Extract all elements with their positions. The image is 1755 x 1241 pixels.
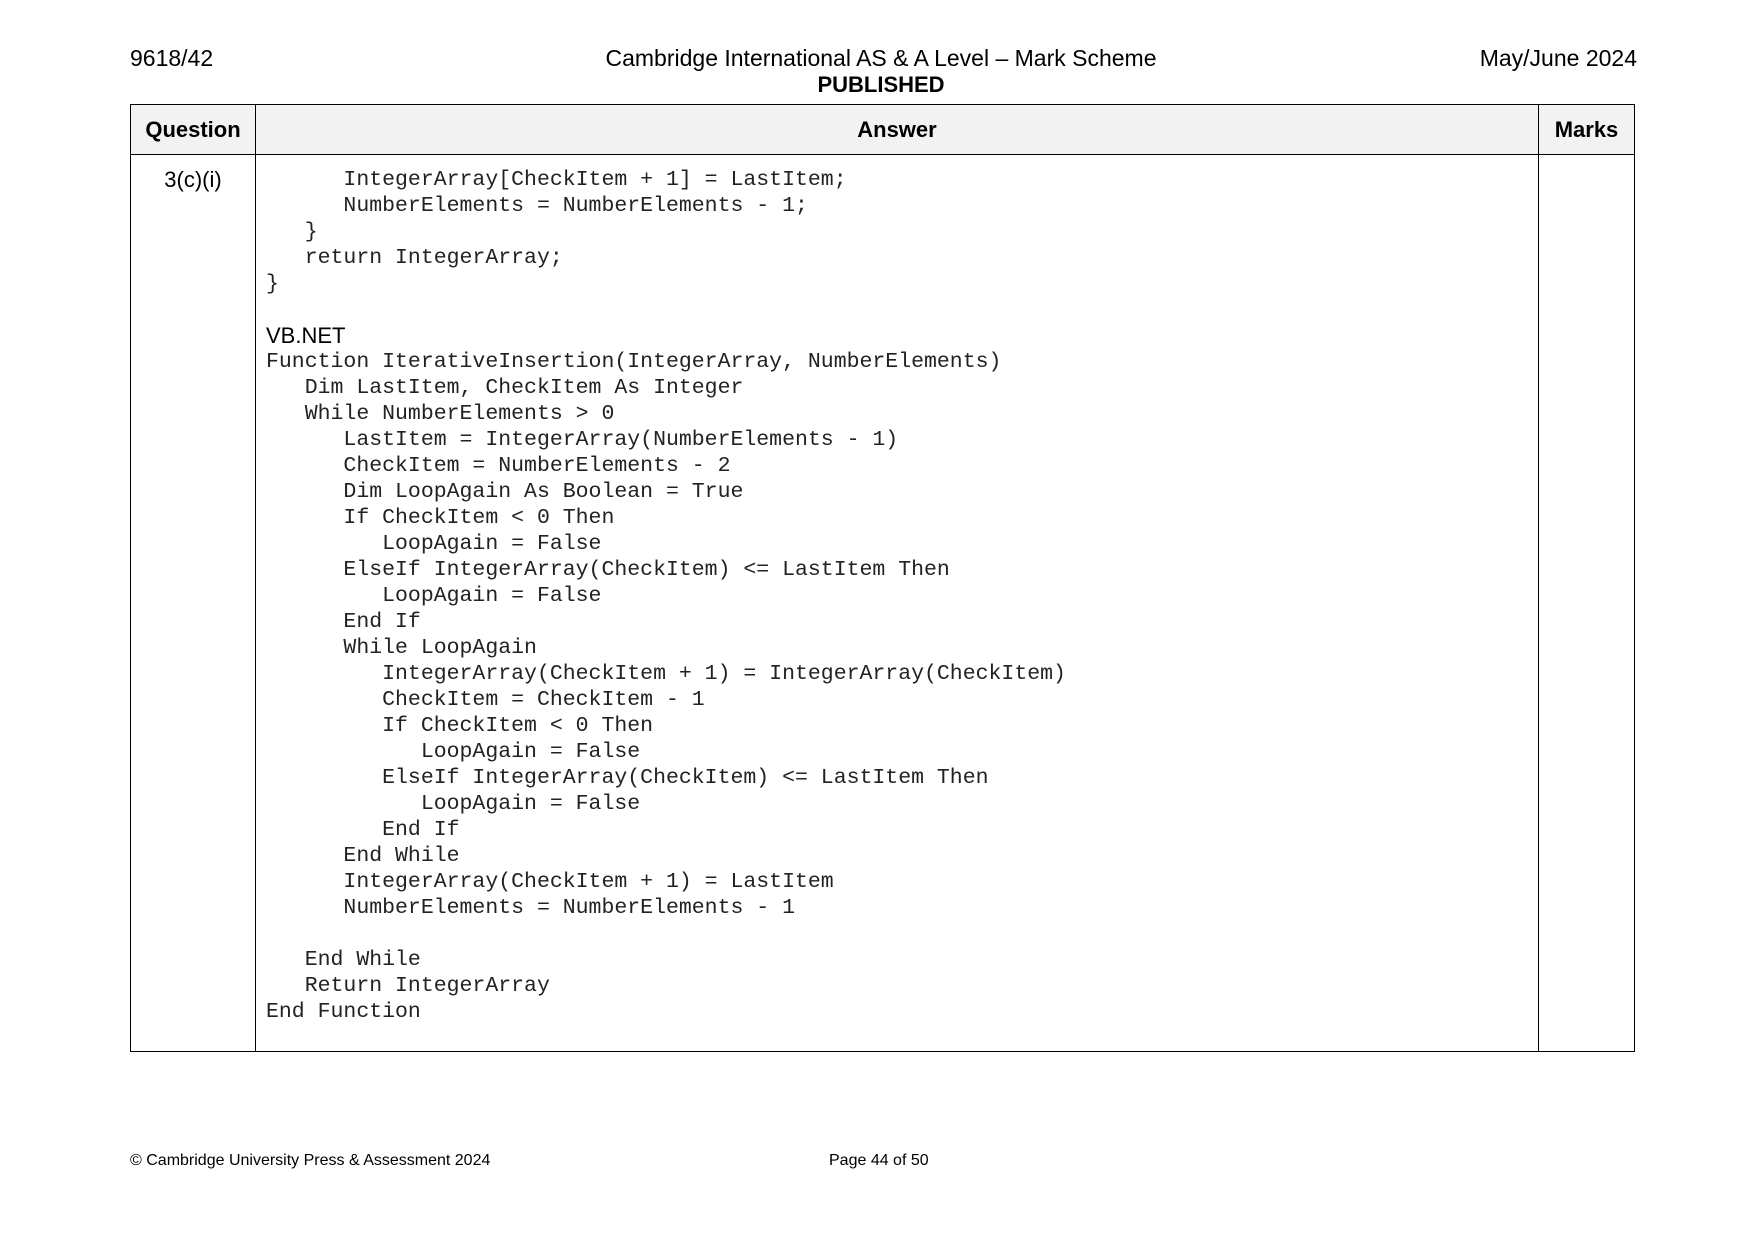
code-block-vbnet: Function IterativeInsertion(IntegerArray, NumberElements) Dim LastItem, CheckItem As Integer While NumberElements > 0 LastItem = IntegerArray(NumberElements - 1) CheckItem = NumberElements - 2 Dim LoopAgain As Boolean = True If CheckItem < 0 Then LoopAgain = False ElseIf IntegerArray(CheckItem) <= LastItem Then LoopAgain = False End If While LoopAgain IntegerArray(CheckItem + 1) = IntegerArray(CheckItem) CheckItem = CheckItem - 1 If CheckItem < 0 Then LoopAgain = False ElseIf IntegerArray(CheckItem) <= LastItem Then LoopAgain = False End If End While IntegerArray(CheckItem + 1) = LastItem NumberElements = NumberElements - 1 End While Return IntegerArray End Function bbox=[266, 350, 1066, 1024]
marks-cell bbox=[1539, 155, 1635, 1052]
page-number: Page 44 of 50 bbox=[829, 1152, 929, 1169]
answer-cell bbox=[256, 155, 1539, 1052]
question-number: 3(c)(i) bbox=[131, 155, 256, 1052]
document-title: Cambridge International AS & A Level – Mark Scheme bbox=[605, 45, 1157, 71]
copyright-notice: © Cambridge University Press & Assessment 2024 bbox=[130, 1152, 491, 1169]
question-header: Question bbox=[131, 105, 256, 155]
language-label: VB.NET bbox=[266, 323, 346, 348]
table-header-row bbox=[131, 105, 1635, 155]
code-block-continuation: IntegerArray[CheckItem + 1] = LastItem; NumberElements = NumberElements - 1; } return IntegerArray; } bbox=[266, 168, 847, 296]
mark-scheme-table bbox=[130, 104, 1635, 1052]
table-row bbox=[131, 155, 1635, 1052]
paper-code: 9618/42 bbox=[130, 45, 214, 71]
marks-header: Marks bbox=[1539, 105, 1635, 155]
answer-header: Answer bbox=[256, 105, 1539, 155]
exam-session: May/June 2024 bbox=[1479, 45, 1637, 71]
published-label: PUBLISHED bbox=[817, 72, 945, 97]
